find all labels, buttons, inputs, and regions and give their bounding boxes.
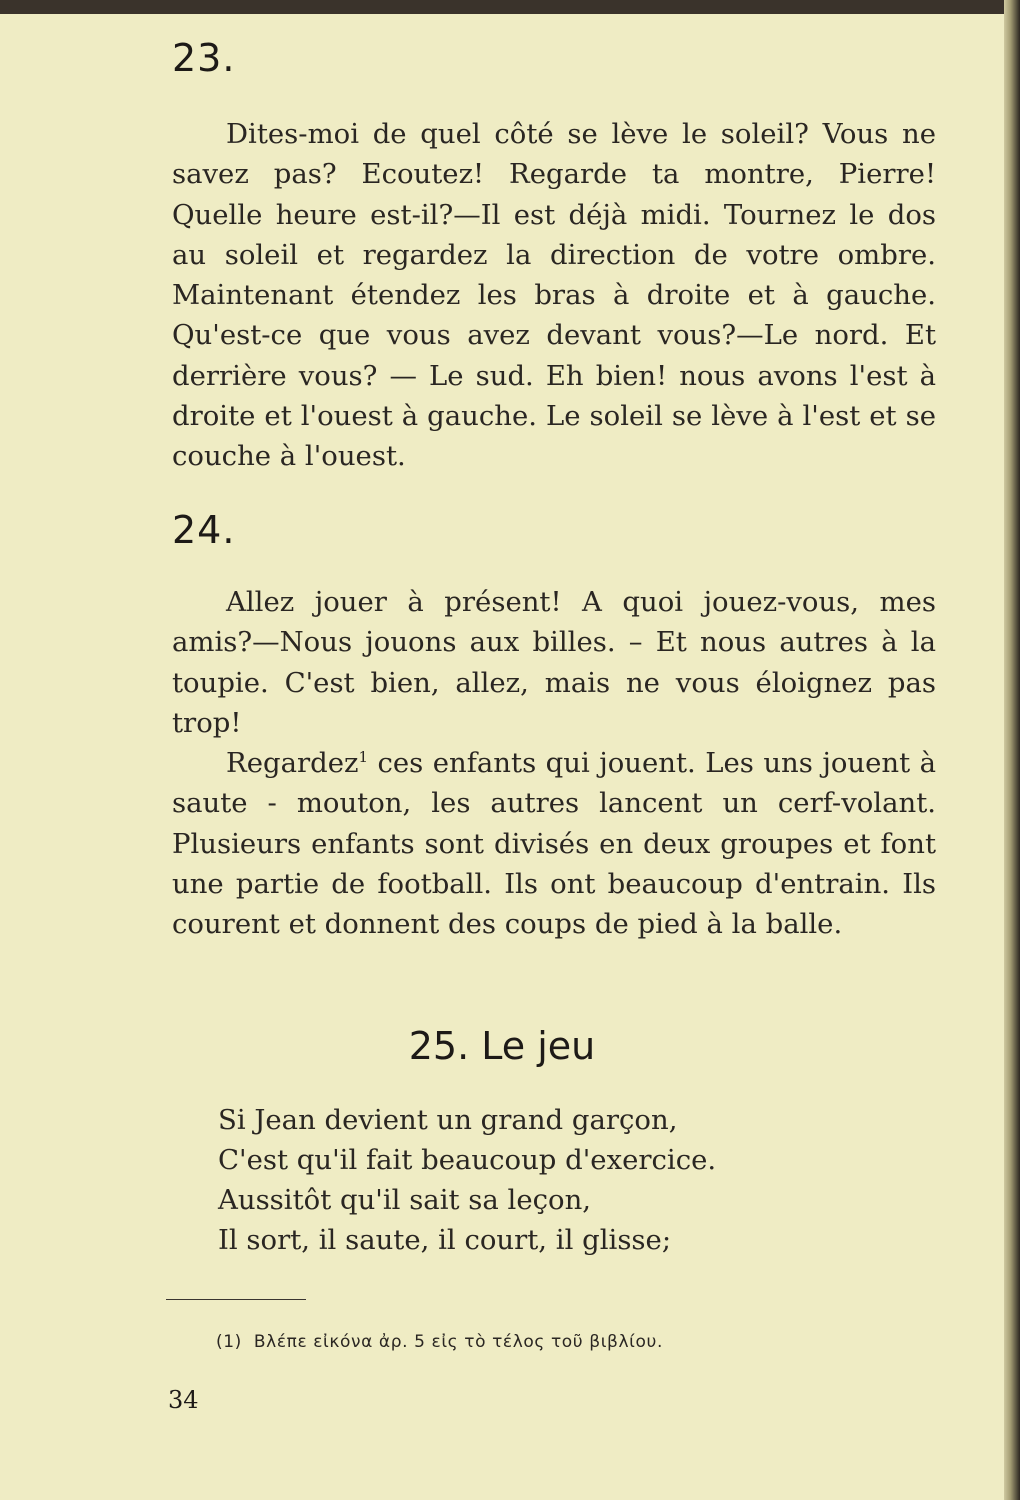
poem-line: Si Jean devient un grand garçon, bbox=[218, 1104, 678, 1136]
footnote-mark: (1) bbox=[216, 1332, 242, 1352]
poem-line: Aussitôt qu'il sait sa leçon, bbox=[218, 1184, 592, 1216]
footnote bbox=[216, 1332, 663, 1352]
poem-line: C'est qu'il fait beaucoup d'exercice. bbox=[218, 1144, 717, 1176]
section-23-number: 23. bbox=[172, 36, 236, 80]
poem-line: Il sort, il saute, il court, il glisse; bbox=[218, 1224, 672, 1256]
footnote-divider bbox=[166, 1299, 306, 1300]
footnote-text: Βλέπε εἰκόνα ἀρ. 5 εἰς τὸ τέλος τοῦ βιβλίου. bbox=[253, 1332, 663, 1352]
book-page bbox=[0, 14, 1004, 1500]
footnote-ref-mark: 1 bbox=[358, 747, 369, 766]
section-24-paragraph-1: Allez jouer à présent! A quoi jouez-vous, mes amis?—Nous jouons aux billes. – Et nous autres à la toupie. C'est bien, allez, mais ne vous éloignez pas trop! bbox=[172, 586, 936, 739]
footnote-ref-word: Regardez bbox=[226, 747, 359, 779]
section-24-paragraph-2-text: ces enfants qui jouent. Les uns jouent à saute - mouton, les autres lancent un cerf-volant. Plusieurs enfants sont divisés en deux groupes et font une partie de football. Ils ont beaucoup d'entrain. Ils courent et donnent des coups de pied à la balle. bbox=[172, 747, 936, 941]
section-24-paragraph-2 bbox=[172, 743, 936, 944]
page-top-edge bbox=[0, 0, 1020, 14]
poem-title: 25. Le jeu bbox=[408, 1024, 596, 1068]
page-number: 34 bbox=[168, 1386, 199, 1414]
section-24-number: 24. bbox=[172, 508, 236, 552]
book-spine-edge bbox=[1004, 0, 1020, 1500]
section-23-paragraph: Dites-moi de quel côté se lève le soleil? Vous ne savez pas? Ecoutez! Regarde ta montre, Pierre! Quelle heure est-il?—Il est déjà midi. Tournez le dos au soleil et regardez la direction de votre ombre. Maintenant étendez les bras à droite et à gauche. Qu'est-ce que vous avez devant vous?—Le nord. Et derrière vous? — Le sud. Eh bien! nous avons l'est à droite et l'ouest à gauche. Le soleil se lève à l'est et se couche à l'ouest. bbox=[172, 118, 936, 473]
poem-stanza bbox=[218, 1100, 716, 1260]
